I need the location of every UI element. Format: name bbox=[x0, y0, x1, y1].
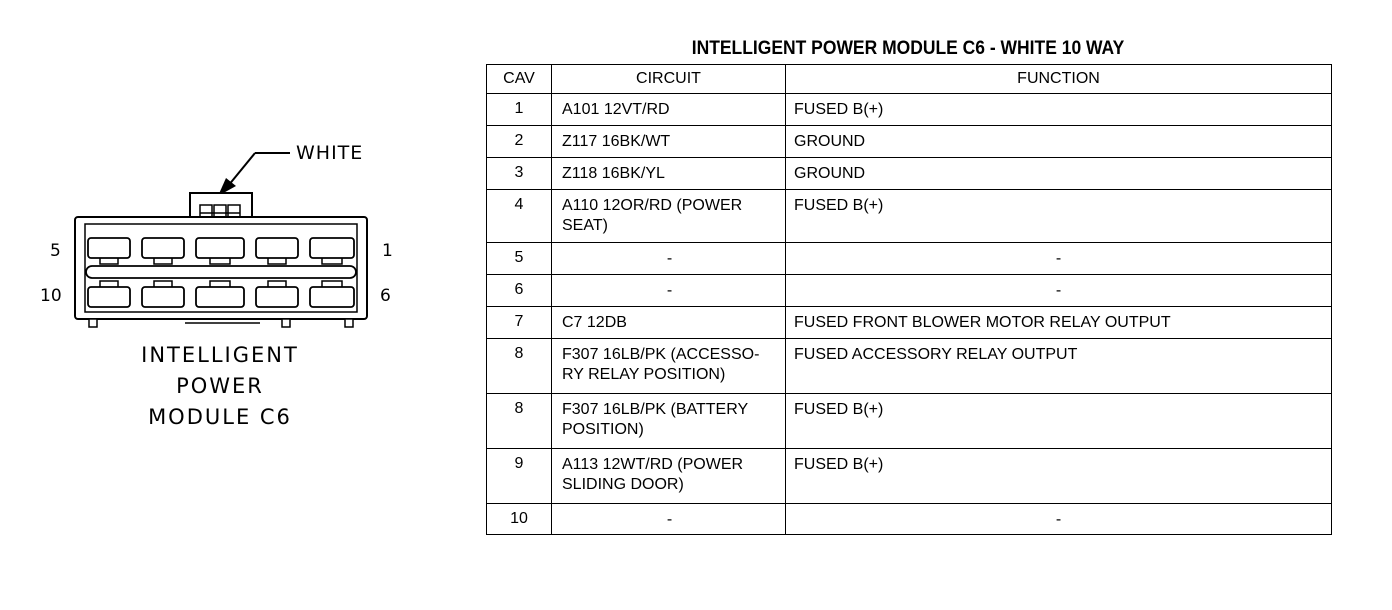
pin-label-top-right: 1 bbox=[382, 241, 393, 261]
cell-function: FUSED ACCESSORY RELAY OUTPUT bbox=[786, 339, 1332, 394]
table-row bbox=[487, 339, 1332, 394]
table-row bbox=[487, 394, 1332, 449]
cell-function: - bbox=[786, 275, 1332, 307]
cell-cav: 6 bbox=[487, 275, 552, 307]
cell-cav: 8 bbox=[487, 394, 552, 449]
caption-line-1: INTELLIGENT bbox=[141, 343, 299, 367]
cell-circuit: Z117 16BK/WT bbox=[552, 126, 786, 158]
table-row bbox=[487, 94, 1332, 126]
cell-function: FUSED B(+) bbox=[786, 190, 1332, 243]
cell-cav: 9 bbox=[487, 449, 552, 504]
table-row bbox=[487, 449, 1332, 504]
table-row bbox=[487, 190, 1332, 243]
cell-function: - bbox=[786, 243, 1332, 275]
cell-cav: 8 bbox=[487, 339, 552, 394]
header-cav: CAV bbox=[487, 65, 552, 94]
table-row bbox=[487, 307, 1332, 339]
cell-function: GROUND bbox=[786, 126, 1332, 158]
table-row bbox=[487, 243, 1332, 275]
table-row bbox=[487, 158, 1332, 190]
cell-function: FUSED B(+) bbox=[786, 394, 1332, 449]
cell-circuit: A110 12OR/RD (POWER SEAT) bbox=[552, 190, 786, 243]
cell-function: FUSED B(+) bbox=[786, 449, 1332, 504]
caption-line-2: POWER bbox=[176, 374, 264, 398]
cell-cav: 7 bbox=[487, 307, 552, 339]
cell-circuit: - bbox=[552, 243, 786, 275]
caption-line-3: MODULE C6 bbox=[148, 405, 292, 429]
cell-cav: 10 bbox=[487, 504, 552, 535]
cell-circuit: F307 16LB/PK (ACCESSO-RY RELAY POSITION) bbox=[552, 339, 786, 394]
connector-diagram bbox=[0, 0, 480, 610]
cell-function: GROUND bbox=[786, 158, 1332, 190]
cell-circuit: - bbox=[552, 275, 786, 307]
header-circuit: CIRCUIT bbox=[552, 65, 786, 94]
cell-cav: 1 bbox=[487, 94, 552, 126]
cell-cav: 5 bbox=[487, 243, 552, 275]
pinout-table bbox=[486, 64, 1332, 535]
cell-cav: 2 bbox=[487, 126, 552, 158]
cell-function: FUSED B(+) bbox=[786, 94, 1332, 126]
cell-circuit: C7 12DB bbox=[552, 307, 786, 339]
cell-cav: 3 bbox=[487, 158, 552, 190]
pin-label-bottom-right: 6 bbox=[380, 286, 391, 306]
table-row bbox=[487, 275, 1332, 307]
header-function: FUNCTION bbox=[786, 65, 1332, 94]
color-callout-label: WHITE bbox=[296, 142, 364, 164]
pin-label-top-left: 5 bbox=[50, 241, 61, 261]
cell-circuit: A101 12VT/RD bbox=[552, 94, 786, 126]
connector-drawing bbox=[0, 0, 480, 610]
pin-label-bottom-left: 10 bbox=[40, 286, 62, 306]
table-title: INTELLIGENT POWER MODULE C6 - WHITE 10 WAY bbox=[691, 38, 1125, 59]
table-header-row bbox=[487, 65, 1332, 94]
cell-circuit: - bbox=[552, 504, 786, 535]
table-row bbox=[487, 504, 1332, 535]
table-row bbox=[487, 126, 1332, 158]
cell-circuit: F307 16LB/PK (BATTERY POSITION) bbox=[552, 394, 786, 449]
cell-circuit: Z118 16BK/YL bbox=[552, 158, 786, 190]
cell-function: FUSED FRONT BLOWER MOTOR RELAY OUTPUT bbox=[786, 307, 1332, 339]
cell-circuit: A113 12WT/RD (POWER SLIDING DOOR) bbox=[552, 449, 786, 504]
cell-cav: 4 bbox=[487, 190, 552, 243]
connector-caption bbox=[90, 340, 350, 433]
cell-function: - bbox=[786, 504, 1332, 535]
